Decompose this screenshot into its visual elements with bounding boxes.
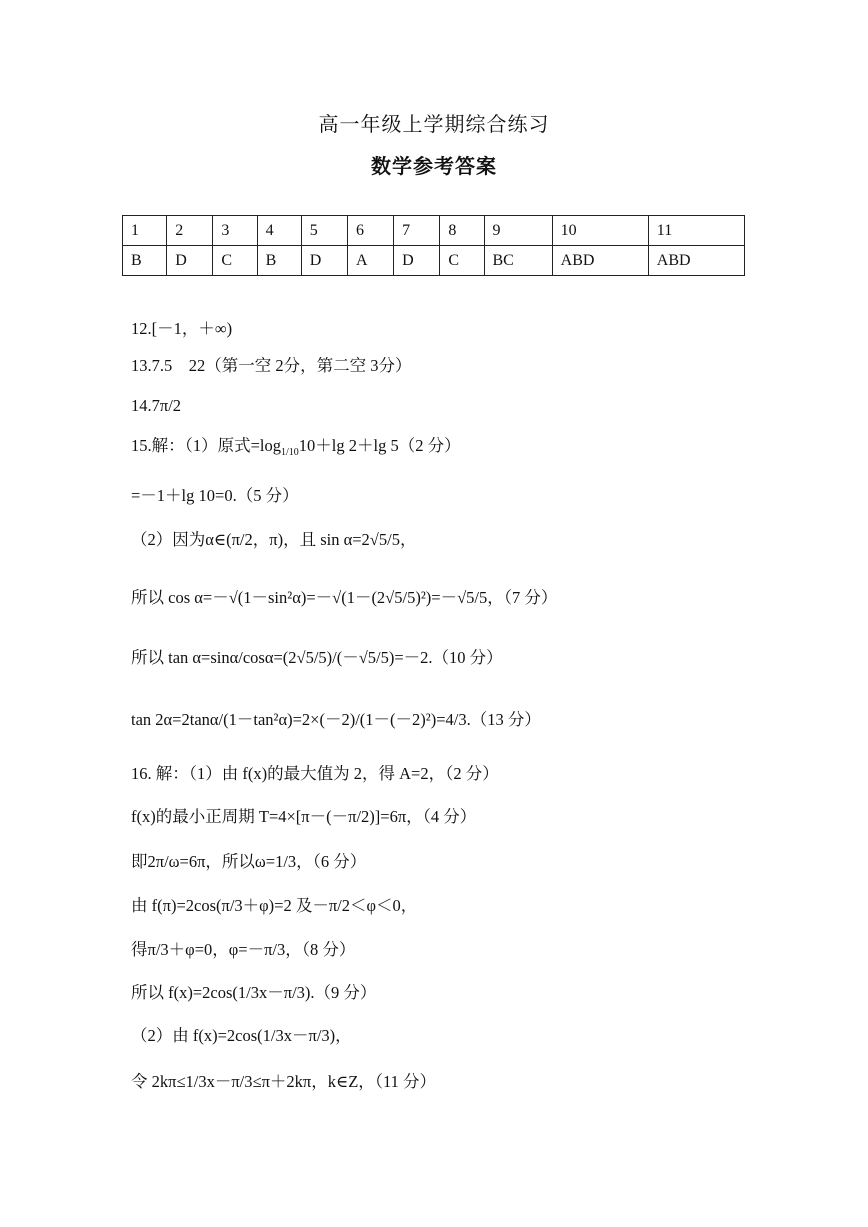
solution-q16-4: 由 f(π)=2cos(π/3＋φ)=2 及－π/2＜φ＜0，	[131, 896, 418, 915]
solution-q15-part1	[131, 432, 461, 456]
answer-table	[122, 215, 745, 276]
solution-q13: 13.7.5 22（第一空 2分，第二空 3分）	[131, 356, 412, 375]
solution-q14: 14.7π/2	[131, 396, 182, 415]
solution-q15-cos: 所以 cos α=－√(1－sin²α)=－√(1－(2√5/5)²)=－√5/5，（7 分）	[131, 588, 558, 607]
answer-cell: ABD	[648, 246, 744, 276]
question-number: 5	[301, 216, 347, 246]
page-subtitle: 数学参考答案	[371, 154, 497, 178]
solution-q15-tan2: tan 2α=2tanα/(1－tan²α)=2×(－2)/(1－(－2)²)=4/3.（13 分）	[131, 710, 541, 729]
answer-cell: D	[301, 246, 347, 276]
answer-cell: D	[394, 246, 440, 276]
solution-q16-2: f(x)的最小正周期 T=4×[π－(－π/2)]=6π，（4 分）	[131, 807, 477, 826]
solution-q16-6: 所以 f(x)=2cos(1/3x－π/3).（9 分）	[131, 983, 377, 1002]
solution-q15-part2: （2）因为α∈(π/2，π)，且 sin α=2√5/5，	[131, 530, 417, 549]
page-title: 高一年级上学期综合练习	[318, 112, 550, 136]
answer-table-answer-row	[123, 246, 745, 276]
q15-intro: 15.解：（1）原式=log	[131, 436, 282, 455]
question-number: 1	[123, 216, 167, 246]
question-number: 11	[648, 216, 744, 246]
question-number: 9	[484, 216, 552, 246]
answer-cell: D	[167, 246, 213, 276]
question-number: 8	[440, 216, 484, 246]
answer-cell: BC	[484, 246, 552, 276]
solution-q15-result: =－1＋lg 10=0.（5 分）	[131, 486, 299, 505]
answer-cell: B	[257, 246, 301, 276]
solution-q15-tan: 所以 tan α=sinα/cosα=(2√5/5)/(－√5/5)=－2.（10 分）	[131, 648, 503, 667]
solution-q16-8: 令 2kπ≤1/3x－π/3≤π＋2kπ，k∈Z，（11 分）	[131, 1072, 437, 1091]
question-number: 6	[347, 216, 393, 246]
q15-log-base: 1/10	[281, 446, 299, 458]
question-number: 3	[213, 216, 257, 246]
question-number: 7	[394, 216, 440, 246]
answer-cell: B	[123, 246, 167, 276]
answer-cell: C	[213, 246, 257, 276]
answer-table-number-row	[123, 216, 745, 246]
answer-cell: C	[440, 246, 484, 276]
solution-q16-5: 得π/3＋φ=0，φ=－π/3，（8 分）	[131, 940, 356, 959]
solution-q16-7: （2）由 f(x)=2cos(1/3x－π/3)，	[131, 1026, 352, 1045]
q15-rest: 10＋lg 2＋lg 5（2 分）	[298, 436, 461, 455]
solution-q16-1: 16. 解：（1）由 f(x)的最大值为 2，得 A=2，（2 分）	[131, 764, 499, 783]
question-number: 10	[552, 216, 648, 246]
question-number: 2	[167, 216, 213, 246]
solution-q12: 12.[－1，＋∞)	[131, 319, 233, 338]
answer-cell: A	[347, 246, 393, 276]
answer-cell: ABD	[552, 246, 648, 276]
question-number: 4	[257, 216, 301, 246]
solution-q16-3: 即2π/ω=6π，所以ω=1/3，（6 分）	[131, 852, 367, 871]
